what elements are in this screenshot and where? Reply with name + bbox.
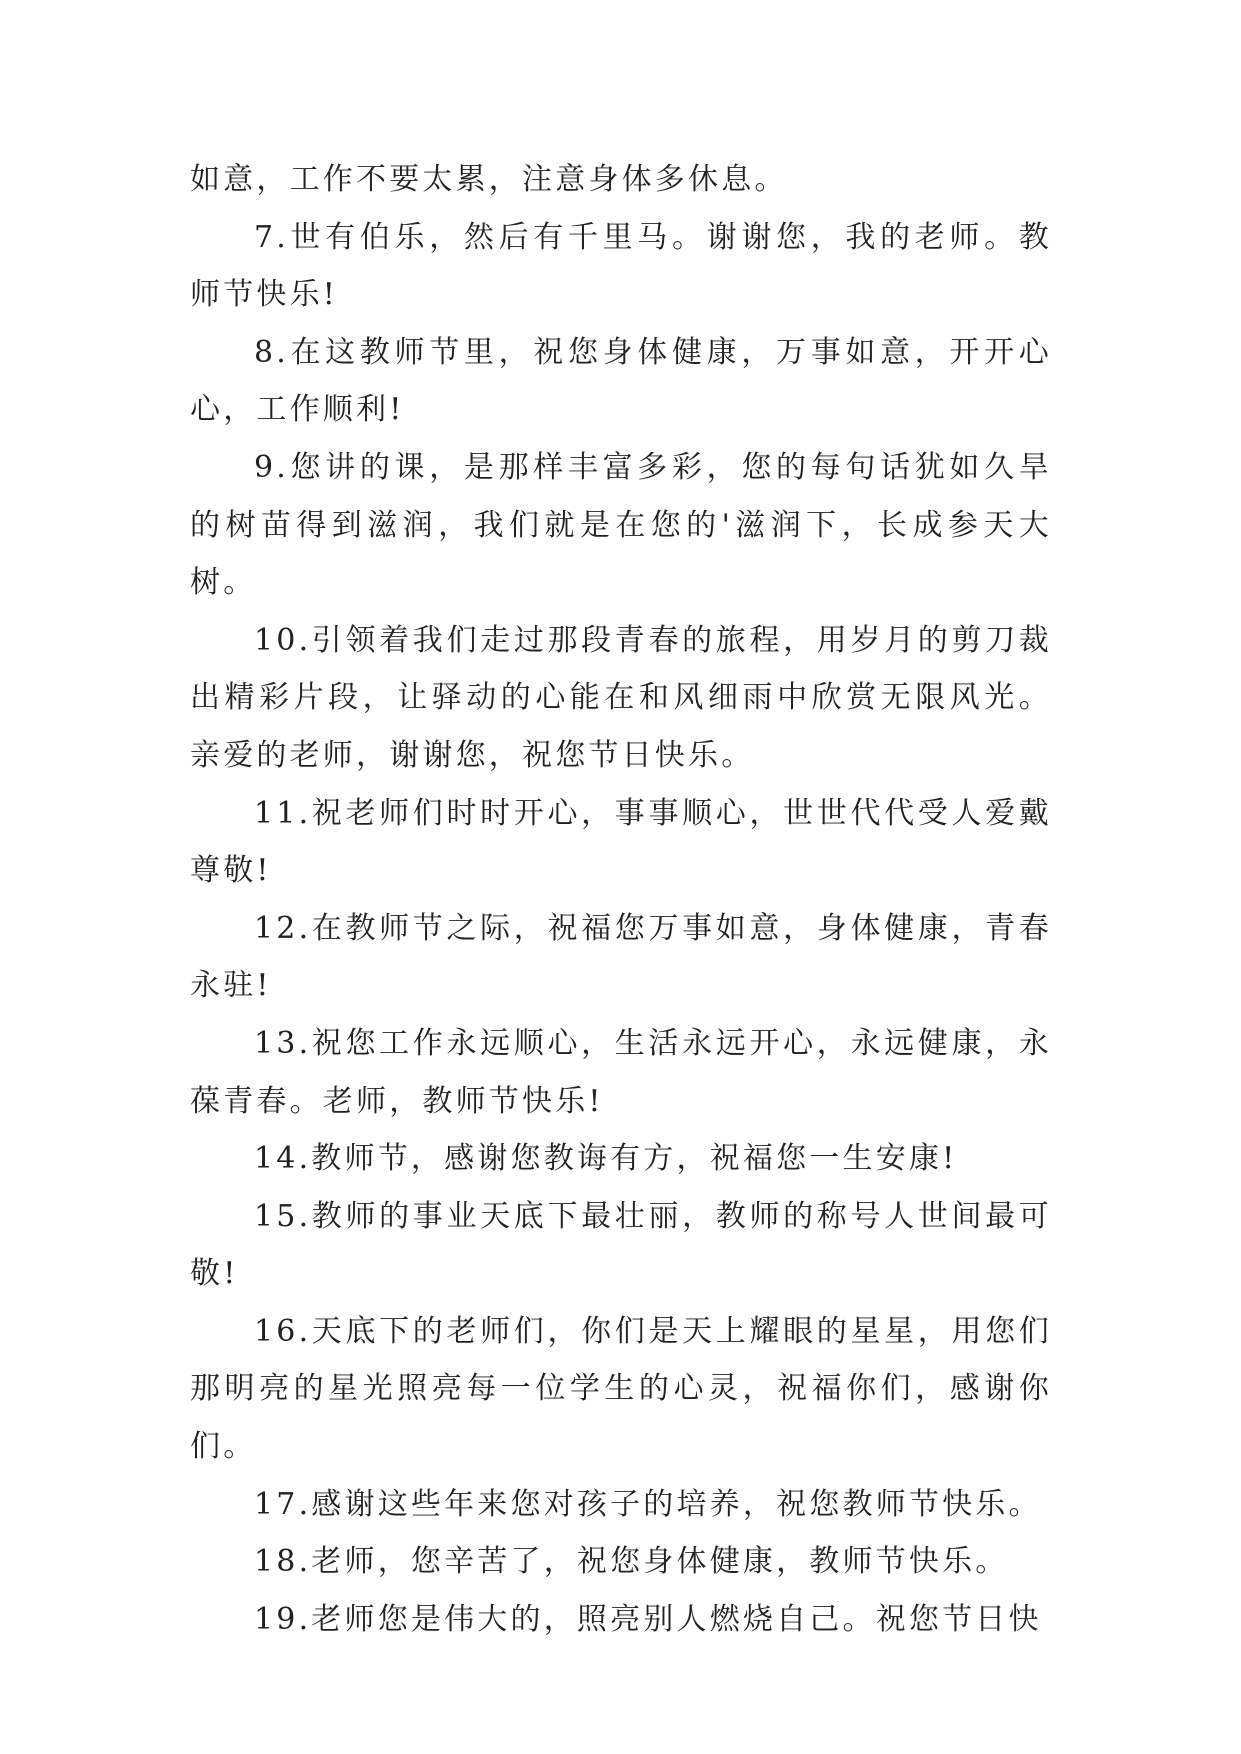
paragraph-item-12: 12.在教师节之际，祝福您万事如意，身体健康，青春永驻! [190,910,1052,1004]
paragraph-item-16: 16.天底下的老师们，你们是天上耀眼的星星，用您们那明亮的星光照亮每一位学生的心灵，祝福你们，感谢你们。 [190,1313,1052,1465]
paragraph-item-15: 15.教师的事业天底下最壮丽，教师的称号人世间最可敬! [190,1198,1052,1292]
paragraph-continuation: 如意，工作不要太累，注意身体多休息。 [190,162,788,197]
paragraph-item-7: 7.世有伯乐，然后有千里马。谢谢您，我的老师。教师节快乐! [190,219,1052,313]
paragraph-item-13: 13.祝您工作永远顺心，生活永远开心，永远健康，永葆青春。老师，教师节快乐! [190,1025,1052,1119]
paragraph-item-11: 11.祝老师们时时开心，事事顺心，世世代代受人爱戴尊敬! [190,795,1052,889]
paragraph-item-9: 9.您讲的课，是那样丰富多彩，您的每句话犹如久旱的树苗得到滋润，我们就是在您的'滋润下，长成参天大树。 [190,449,1052,601]
paragraph-item-17: 17.感谢这些年来您对孩子的培养，祝您教师节快乐。 [254,1486,1042,1522]
document-body [190,151,1052,1648]
paragraph-item-8: 8.在这教师节里，祝您身体健康，万事如意，开开心心，工作顺利! [190,334,1052,428]
paragraph-item-18: 18.老师，您辛苦了，祝您身体健康，教师节快乐。 [254,1544,1009,1580]
paragraph-item-19: 19.老师您是伟大的，照亮别人燃烧自己。祝您节日快 [254,1601,1042,1637]
paragraph-item-10: 10.引领着我们走过那段青春的旅程，用岁月的剪刀裁出精彩片段，让驿动的心能在和风细雨中欣赏无限风光。亲爱的老师，谢谢您，祝您节日快乐。 [190,622,1052,773]
paragraph-item-14: 14.教师节，感谢您教诲有方，祝福您一生安康! [254,1141,958,1177]
